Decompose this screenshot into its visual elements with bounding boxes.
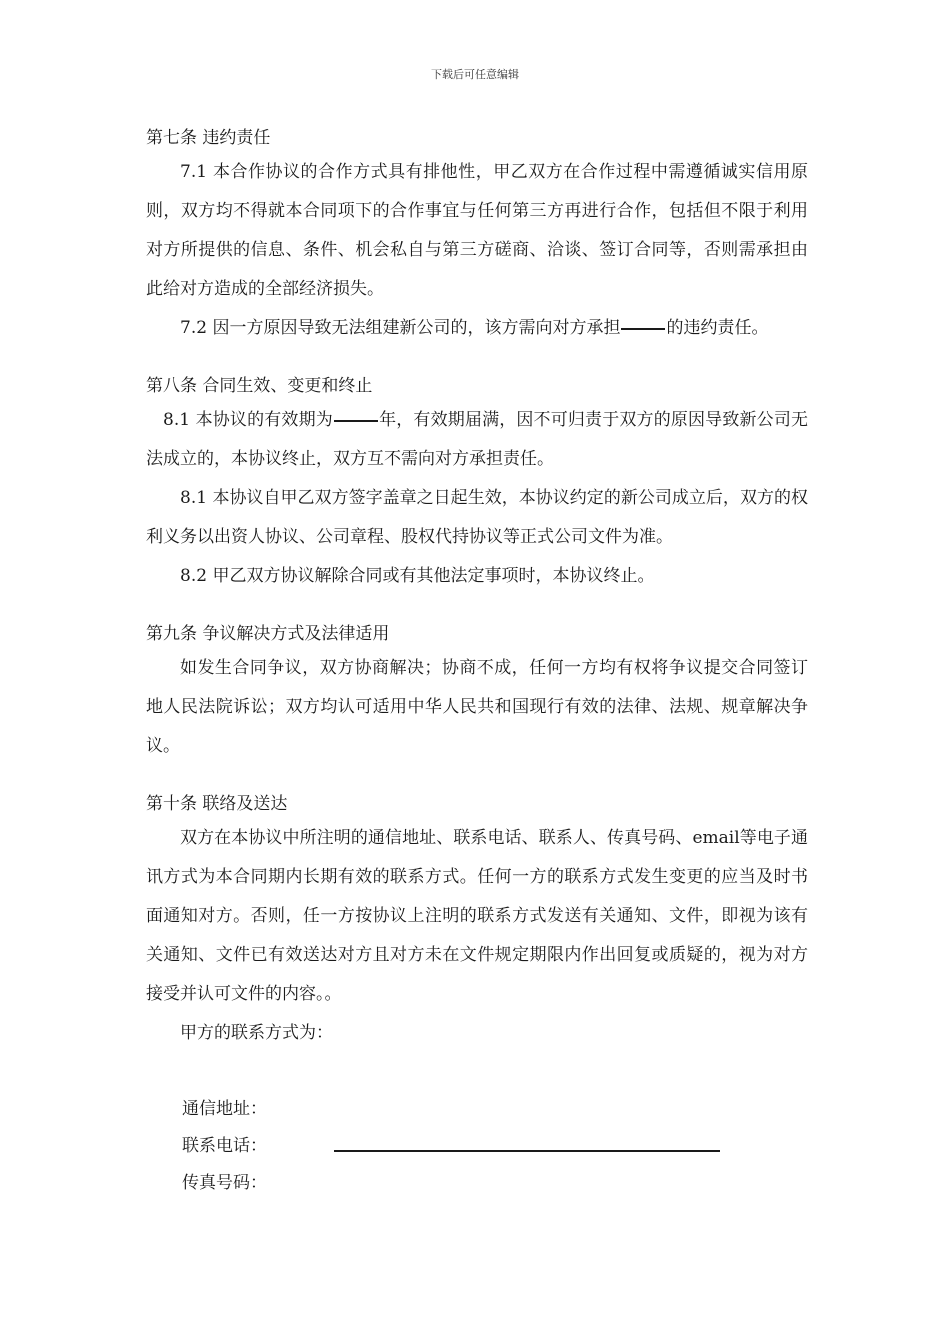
contact-fax-row <box>182 1165 808 1202</box>
article-7-clause-1: 7.1 本合作协议的合作方式具有排他性，甲乙双方在合作过程中需遵循诚实信用原则，双方均不得就本合同项下的合作事宜与任何第三方再进行合作，包括但不限于利用对方所提供的信息、条件、机会私自与第三方磋商、洽谈、签订合同等，否则需承担由此给对方造成的全部经济损失。 <box>146 162 808 299</box>
article-7-title: 第七条 违约责任 <box>146 128 271 148</box>
article-8-clause-1 <box>146 401 808 479</box>
contact-phone-row <box>182 1128 808 1165</box>
contact-fax-label: 传真号码： <box>182 1173 267 1193</box>
article-8-clause-2: 8.1 本协议自甲乙双方签字盖章之日起生效，本协议约定的新公司成立后，双方的权利义务以出资人协议、公司章程、股权代持协议等正式公司文件为准。 <box>146 488 808 547</box>
article-9-title: 第九条 争议解决方式及法律适用 <box>146 624 390 644</box>
article-7-section <box>146 124 808 348</box>
contact-address-label: 通信地址： <box>182 1099 267 1119</box>
article-7-clause-2-text-after: 的违约责任。 <box>666 318 769 338</box>
validity-years-blank-field[interactable] <box>334 398 378 422</box>
contact-address-row <box>182 1091 808 1128</box>
article-8-section <box>146 372 808 596</box>
contact-phone-blank-line[interactable] <box>334 1150 720 1152</box>
section-spacer <box>146 348 808 372</box>
article-7-clause-2 <box>146 309 808 348</box>
document-body <box>146 124 808 1202</box>
article-10-title: 第十条 联络及送达 <box>146 794 288 814</box>
section-spacer <box>146 766 808 790</box>
article-8-title: 第八条 合同生效、变更和终止 <box>146 376 373 396</box>
article-7-clause-2-text-before: 7.2 因一方原因导致无法组建新公司的，该方需向对方承担 <box>180 318 621 338</box>
party-a-contact-intro: 甲方的联系方式为： <box>180 1023 333 1043</box>
article-9-section <box>146 620 808 766</box>
article-8-clause-1-text-after: 年，有效期届满，因不可归责于双方的原因导致新公司无法成立的，本协议终止，双方互不需向对方承担责任。 <box>146 410 808 469</box>
article-10-clause-1: 双方在本协议中所注明的通信地址、联系电话、联系人、传真号码、email等电子通讯方式为本合同期内长期有效的联系方式。任何一方的联系方式发生变更的应当及时书面通知对方。否则，任一方按协议上注明的联系方式发送有关通知、文件，即视为该有关通知、文件已有效送达对方且对方未在文件规定期限内作出回复或质疑的，视为对方接受并认可文件的内容。。 <box>146 828 808 1004</box>
section-spacer <box>146 596 808 620</box>
article-8-clause-1-text-before: 8.1 本协议的有效期为 <box>163 410 333 430</box>
article-10-section <box>146 790 808 1202</box>
party-a-contact-block <box>146 1091 808 1202</box>
contact-phone-label: 联系电话： <box>182 1136 267 1156</box>
page-header-note: 下载后可任意编辑 <box>431 68 519 81</box>
liability-blank-field[interactable] <box>621 306 665 330</box>
article-9-clause-1: 如发生合同争议，双方协商解决；协商不成，任何一方均有权将争议提交合同签订地人民法院诉讼；双方均认可适用中华人民共和国现行有效的法律、法规、规章解决争议。 <box>146 658 808 756</box>
article-8-clause-3: 8.2 甲乙双方协议解除合同或有其他法定事项时，本协议终止。 <box>180 566 655 586</box>
